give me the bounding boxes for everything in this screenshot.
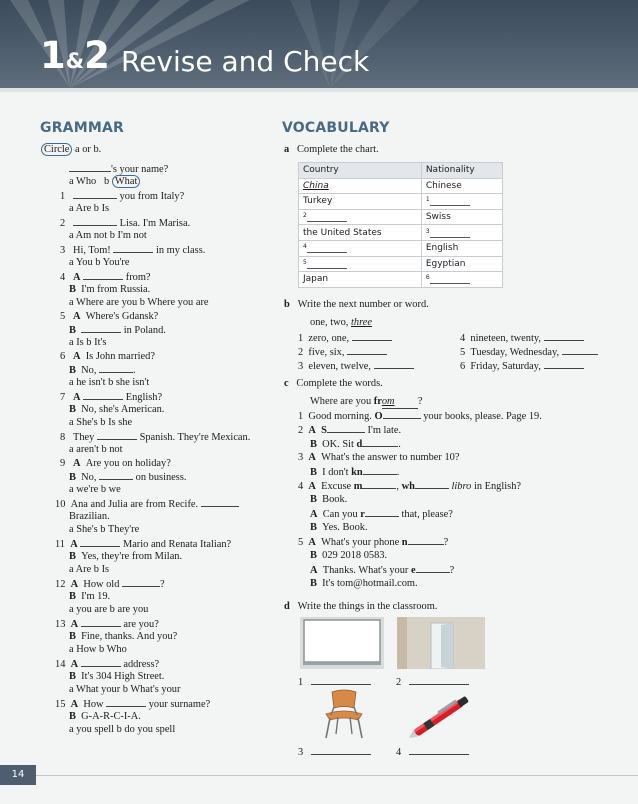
picture-label-4: 4 [396,745,469,759]
whiteboard-picture [300,617,384,669]
vocab-b-item-1: 1 zero, one, [298,331,392,345]
vocab-b-item-5: 5 Tuesday, Wednesday, [460,345,598,359]
grammar-item-11-a: 11 A Mario and Renata Italian? [55,539,232,550]
vocab-c-item-1: 1 Good morning. O your books, please. Page 19. [298,411,542,422]
grammar-item-2-options: a Am not b I'm not [69,230,147,241]
vocab-b-item-2: 2 five, six, [298,345,387,359]
vocab-c-item-3-a: 3 A What's the answer to number 10? [298,452,460,463]
grammar-item-11-options: a Are b Is [69,564,110,575]
vocab-b-item-4: 4 nineteen, twenty, [460,331,584,345]
chart-row: $^2$ Swiss [299,209,503,225]
grammar-example-options: a Who b What [69,175,140,188]
door-picture [397,617,485,669]
chart-row: Japan $^6$ [299,272,503,288]
vocab-c-item-2-a: 2 A S I'm late. [298,425,402,436]
page-title: Revise and Check [121,45,370,78]
grammar-item-5-a: 5 A Where's Gdansk? [60,311,159,322]
grammar-item-7-b: B No, she's American. [69,404,165,415]
grammar-item-7-a: 7 A English? [60,392,163,403]
vocab-c-item-4-c: A Can you r that, please? [310,509,453,520]
chart-blank-3[interactable]: 3 [421,225,502,241]
grammar-item-9-options: a we're b we [69,484,121,495]
chart-blank-6[interactable]: 6 [421,272,502,288]
grammar-item-3: 3 Hi, Tom! in my class. [60,245,206,256]
grammar-item-11-b: B Yes, they're from Milan. [69,551,183,562]
picture-label-3: 3 [298,745,371,759]
picture-label-1: 1 [298,675,371,689]
grammar-item-12-a: 12 A How old ? [55,579,165,590]
chart-header-row [299,163,503,179]
grammar-item-7-options: a She's b Is she [69,417,133,428]
grammar-item-14-options: a What your b What's your [69,684,181,695]
vocab-c-example: Where are you from ? [310,396,423,407]
chart-blank-5[interactable]: 5 [299,256,422,272]
grammar-item-4-a: 4 A from? [60,272,151,283]
vocab-d-instruction: d Write the things in the classroom. [284,601,438,612]
grammar-item-10-options: a She's b They're [69,524,140,535]
grammar-heading: GRAMMAR [40,120,124,136]
vocab-c-item-5-c: A Thanks. What's your e ? [310,565,455,576]
vocab-c-item-4-d: B Yes. Book. [310,522,368,533]
chart-blank-4[interactable]: 4 [299,240,422,256]
vocab-b-item-3: 3 eleven, twelve, [298,359,414,373]
chart-blank-1[interactable]: 1 [421,194,502,210]
grammar-item-5-options: a Is b It's [69,337,107,348]
header-banner [0,0,638,88]
footer-line [36,775,638,776]
grammar-item-14-a: 14 A address? [55,659,160,670]
country-nationality-chart [298,162,503,288]
vocab-c-item-3-b: B I don't kn . [310,467,400,478]
chart-header-country: Country [299,163,422,179]
grammar-item-3-options: a You b You're [69,257,130,268]
chart-row: $^4$ English [299,240,503,256]
grammar-item-10: 10 Ana and Julia are from Recife. [55,497,239,511]
vocab-c-item-4-a: 4 A Excuse m , wh libro in English? [298,481,521,492]
vocab-b-example: one, two, three [310,317,372,328]
grammar-item-6-options: a he isn't b she isn't [69,377,150,388]
grammar-item-5-b: B in Poland. [69,325,166,336]
vocab-a-instruction: a Complete the chart. [284,144,379,155]
grammar-item-15-options: a you spell b do you spell [69,724,176,735]
vocab-b-item-6: 6 Friday, Saturday, [460,359,584,373]
header-strip [0,88,638,92]
vocab-c-instruction: c Complete the words. [284,378,383,389]
chart-row: the United States $^3$ [299,225,503,241]
grammar-item-13-a: 13 A are you? [55,619,159,630]
grammar-item-13-options: a How b Who [69,644,127,655]
grammar-item-14-b: B It's 304 High Street. [69,671,165,682]
grammar-item-1-options: a Are b Is [69,203,110,214]
vocab-c-item-5-a: 5 A What's your phone n ? [298,537,449,548]
chart-row: Turkey $^1$ [299,194,503,210]
grammar-item-6-b: B No, . [69,365,136,376]
grammar-item-10-line2: Brazilian. [69,511,110,522]
unit-number: 1&2 [40,34,109,77]
chart-row: China Chinese [299,178,503,194]
grammar-instruction: Circle a or b. [41,143,101,156]
grammar-item-9-b: B No, on business. [69,472,187,483]
circle-word: Circle [41,143,72,156]
grammar-item-15-b: B G-A-R-C-I-A. [69,711,141,722]
grammar-item-6-a: 6 A Is John married? [60,351,155,362]
vocab-b-instruction: b Write the next number or word. [284,299,429,310]
grammar-item-4-options: a Where are you b Where you are [69,297,209,308]
vocab-c-item-5-b: B 029 2018 0583. [310,550,388,561]
vocab-c-item-4-b: B Book. [310,494,348,505]
chart-blank-2[interactable]: 2 [299,209,422,225]
grammar-item-4-b: B I'm from Russia. [69,284,151,295]
vocab-c-item-5-d: B It's tom@hotmail.com. [310,578,418,589]
chart-header-nationality: Nationality [421,163,502,179]
grammar-item-12-b: B I'm 19. [69,591,111,602]
grammar-item-13-b: B Fine, thanks. And you? [69,631,178,642]
vocab-c-item-2-b: B OK. Sit d . [310,439,401,450]
chart-row: $^5$ Egyptian [299,256,503,272]
grammar-item-12-options: a you are b are you [69,604,149,615]
grammar-item-8: 8 They Spanish. They're Mexican. [60,432,251,443]
page-number: 14 [0,765,36,785]
grammar-item-2: 2 Lisa. I'm Marisa. [60,218,191,229]
chair-picture [318,688,370,740]
picture-label-2: 2 [396,675,469,689]
grammar-item-1: 1 you from Italy? [60,191,185,202]
vocabulary-heading: VOCABULARY [282,120,390,136]
grammar-item-8-options: a aren't b not [69,444,123,455]
pen-picture [400,690,486,740]
grammar-item-9-a: 9 A Are you on holiday? [60,458,171,469]
grammar-example-question: 's your name? [69,162,168,176]
grammar-item-15-a: 15 A How your surname? [55,699,211,710]
